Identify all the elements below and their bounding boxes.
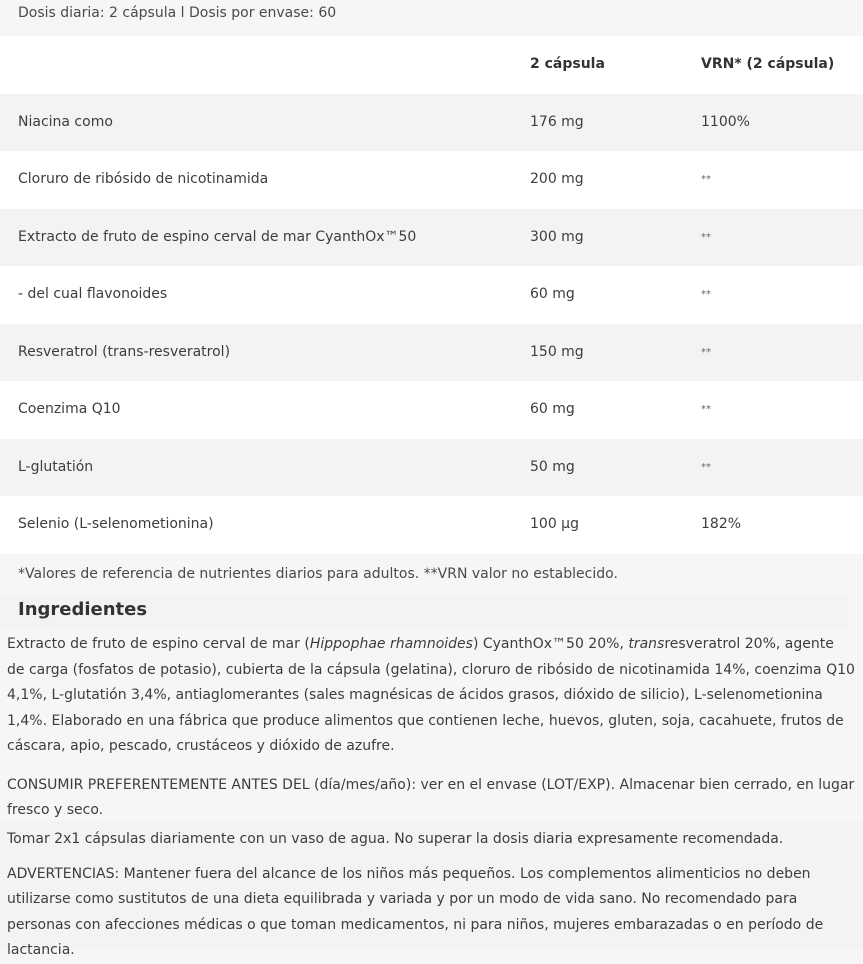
nutrient-amount: 300 mg — [530, 228, 584, 245]
nutrient-vrn: ** — [701, 289, 711, 300]
nutrient-amount: 100 µg — [530, 516, 579, 532]
nutrient-amount: 200 mg — [530, 171, 584, 187]
best-before-text: CONSUMIR PREFERENTEMENTE ANTES DEL (día/mes/año): ver en el envase (LOT/EXP). Almacenar bien cerrado, en lugar fresco y seco. — [7, 776, 855, 818]
table-row — [0, 151, 863, 209]
table-row — [0, 324, 863, 382]
nutrient-vrn: ** — [701, 404, 711, 415]
table-row — [0, 496, 863, 554]
header-vrn: VRN* (2 cápsula) — [701, 56, 835, 72]
nutrient-name: Selenio (L-selenometionina) — [18, 516, 214, 532]
ingredients-text — [7, 632, 855, 824]
ingredients-header — [0, 597, 848, 627]
header-amount: 2 cápsula — [530, 56, 605, 72]
usage-section — [0, 822, 863, 958]
ingredients-text-part: resveratrol 20%, agente de carga (fosfatos de potasio), cubierta de la cápsula (gelatina), cloruro de ribósido de nicotinamida 14%, coenzima Q10 4,1%, L-glutatión 3,4%, antiaglomerantes (sales magnésicas de ácidos grasos, dióxido de silicio), L-selenometionina 1,4%. Elaborado en una fábrica que produce alimentos que contienen leche, huevos, gluten, soja, cacahuete, frutos de cáscara, apio, pescado, crustáceos y dióxido de azufre. — [7, 636, 855, 754]
usage-instructions: Tomar 2x1 cápsulas diariamente con un vaso de agua. No superar la dosis diaria expresamente recomendada. — [7, 831, 784, 847]
nutrient-vrn: ** — [701, 231, 711, 243]
daily-dose-text: Dosis diaria: 2 cápsula l Dosis por envase: 60 — [18, 5, 337, 21]
nutrient-amount: 176 mg — [530, 113, 584, 130]
latin-name: Hippophae rhamnoides — [309, 636, 473, 652]
nutrient-vrn: ** — [701, 461, 711, 473]
ingredients-text-part: Extracto de fruto de espino cerval de mar ( — [7, 636, 310, 652]
table-row — [0, 94, 863, 152]
nutrient-name: Niacina como — [18, 113, 113, 130]
table-row — [0, 381, 863, 439]
table-row — [0, 266, 863, 324]
nutrient-vrn: ** — [701, 346, 711, 358]
nutrient-vrn: 182% — [701, 516, 742, 532]
nutrient-vrn: ** — [701, 174, 711, 185]
nutrient-name: Coenzima Q10 — [18, 401, 121, 417]
nutrient-amount: 50 mg — [530, 458, 575, 475]
nutrient-amount: 60 mg — [530, 286, 575, 302]
table-row — [0, 209, 863, 267]
nutrient-name: Extracto de fruto de espino cerval de mar CyanthOx™50 — [18, 228, 417, 245]
nutrient-vrn: 1100% — [701, 113, 750, 130]
table-header-row — [0, 36, 863, 94]
trans-prefix: trans — [628, 636, 665, 652]
ingredients-title: Ingredientes — [18, 599, 148, 620]
usage-text-block — [7, 827, 857, 964]
nutrient-amount: 60 mg — [530, 401, 575, 417]
nutrient-name: Resveratrol (trans-resveratrol) — [18, 343, 231, 360]
ingredients-text-part: ) CyanthOx™50 20%, — [472, 636, 629, 652]
vrn-footnote: *Valores de referencia de nutrientes diarios para adultos. **VRN valor no establecido. — [18, 566, 618, 582]
nutrient-name: Cloruro de ribósido de nicotinamida — [18, 171, 269, 187]
warnings-text: ADVERTENCIAS: Mantener fuera del alcance de los niños más pequeños. Los complementos alimenticios no deben utilizarse como sustitutos de una dieta equilibrada y variada y por un modo de vida sano. No recomendado para personas con afecciones médicas o que toman medicamentos, ni para niños, mujeres embarazadas o en período de lactancia. — [7, 865, 824, 958]
nutrition-table — [0, 36, 863, 554]
nutrient-name: - del cual flavonoides — [18, 286, 168, 302]
ingredients-list — [7, 632, 855, 760]
nutrient-amount: 150 mg — [530, 343, 584, 360]
nutrient-name: L-glutatión — [18, 458, 94, 475]
table-row — [0, 439, 863, 497]
